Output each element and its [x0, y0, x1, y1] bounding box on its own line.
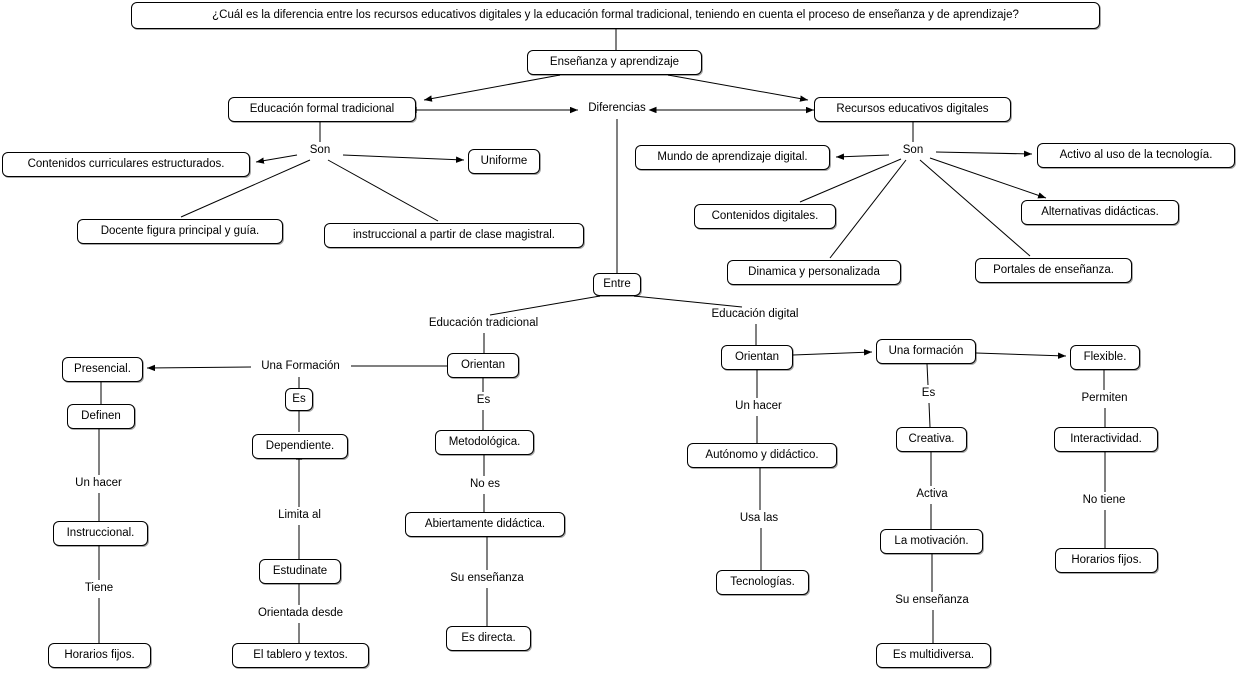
node-text: Interactividad.: [1070, 432, 1142, 445]
concept-node-definen[interactable]: [67, 404, 135, 429]
link-label-activa: [912, 486, 952, 504]
link-label-tiene: [80, 580, 118, 598]
node-text: Un hacer: [75, 477, 122, 490]
node-text: Alternativas didácticas.: [1041, 205, 1159, 218]
concept-node-dinamica[interactable]: [727, 260, 901, 285]
connector: [927, 364, 928, 385]
connector: [830, 160, 906, 258]
node-text: No tiene: [1082, 494, 1126, 507]
node-text: Orientan: [734, 350, 780, 363]
concept-node-entre[interactable]: [593, 273, 641, 296]
concept-node-formal[interactable]: [228, 97, 416, 122]
concept-node-uniforme[interactable]: [468, 149, 540, 174]
connector: [668, 75, 808, 100]
node-text: Su enseñanza: [450, 572, 524, 585]
link-label-un-hacer-der: [730, 398, 787, 416]
node-text: Uniforme: [480, 154, 528, 167]
link-label-no-es: [466, 476, 504, 494]
node-text: El tablero y textos.: [253, 648, 348, 661]
node-text: Presencial.: [74, 362, 131, 375]
connector: [424, 75, 560, 100]
link-label-un-hacer-izq: [70, 475, 127, 493]
node-text: Activo al uso de la tecnología.: [1059, 148, 1213, 161]
link-label-es-metod: [471, 392, 496, 410]
node-text: Permiten: [1081, 392, 1128, 405]
node-text: Es: [292, 392, 306, 405]
node-text: Es: [921, 387, 936, 400]
node-text: Contenidos digitales.: [711, 209, 819, 222]
link-label-edu-digital: [700, 306, 810, 324]
concept-node-tecnologias[interactable]: [716, 570, 809, 595]
link-label-limita-al: [272, 507, 327, 525]
node-text: ¿Cuál es la diferencia entre los recursos educativos digitales y la educación formal tradicional, teniendo en cuenta el proceso de enseñanza y de aprendizaje?: [212, 8, 1019, 21]
node-text: Instruccional.: [66, 526, 135, 539]
node-text: instruccional a partir de clase magistral.: [353, 228, 555, 241]
node-text: Portales de enseñanza.: [993, 263, 1114, 276]
concept-node-pregunta[interactable]: [131, 2, 1100, 29]
node-text: Horarios fijos.: [64, 648, 135, 661]
connector: [147, 367, 251, 368]
concept-node-instruccional[interactable]: [53, 521, 148, 546]
concept-node-abiertamente[interactable]: [405, 512, 565, 537]
link-label-su-ensenanza-izq: [443, 570, 531, 588]
node-text: Orientada desde: [257, 607, 344, 620]
concept-node-horarios-fijos-izq[interactable]: [48, 643, 151, 668]
link-label-usa-las: [735, 510, 783, 528]
connector: [793, 352, 872, 355]
node-text: Horarios fijos.: [1071, 553, 1142, 566]
concept-node-instruccional-clase[interactable]: [324, 223, 584, 248]
concept-node-motivacion[interactable]: [880, 529, 983, 554]
concept-node-estudinate[interactable]: [259, 559, 341, 584]
connector: [343, 155, 464, 160]
node-text: Tiene: [84, 582, 114, 595]
node-text: Flexible.: [1083, 350, 1127, 363]
link-label-no-tiene: [1077, 492, 1131, 510]
node-text: Activa: [916, 488, 948, 501]
node-text: Educación digital: [711, 308, 799, 321]
node-text: Usa las: [739, 512, 779, 525]
node-text: Orientan: [460, 358, 506, 371]
concept-node-contenidos-dig[interactable]: [694, 204, 836, 229]
concept-node-autonomo[interactable]: [687, 443, 837, 468]
concept-node-portales[interactable]: [975, 258, 1132, 283]
link-label-su-ensenanza-der: [888, 592, 976, 610]
concept-node-horarios-fijos-der[interactable]: [1055, 548, 1158, 573]
node-text: Su enseñanza: [895, 594, 969, 607]
concept-node-ensenanza[interactable]: [527, 50, 702, 75]
connector: [929, 403, 930, 427]
link-label-orientada-desde: [250, 605, 351, 623]
node-text: Limita al: [278, 509, 321, 522]
connector: [836, 155, 889, 157]
connector: [256, 155, 297, 162]
node-text: Son: [309, 144, 331, 157]
concept-node-activo[interactable]: [1037, 143, 1235, 168]
connector: [930, 158, 1046, 198]
concept-node-alternativas[interactable]: [1021, 200, 1179, 225]
node-text: Enseñanza y aprendizaje: [549, 55, 680, 68]
concept-node-orientan-izq[interactable]: [447, 353, 519, 378]
node-text: Dinamica y personalizada: [748, 265, 880, 278]
node-text: Creativa.: [908, 432, 955, 445]
concept-node-creativa[interactable]: [896, 427, 967, 452]
node-text: Abiertamente didáctica.: [424, 517, 546, 530]
node-text: Recursos educativos digitales: [836, 102, 989, 115]
concept-node-tablero[interactable]: [232, 643, 369, 668]
concept-node-una-formacion-der[interactable]: [876, 339, 976, 364]
concept-node-metodologica[interactable]: [435, 430, 534, 455]
concept-node-es-directa[interactable]: [446, 626, 531, 651]
concept-node-es-izq[interactable]: [285, 388, 313, 411]
node-text: Son: [902, 144, 924, 157]
concept-node-contenidos-curr[interactable]: [2, 152, 250, 177]
node-text: Tecnologías.: [730, 575, 795, 588]
concept-node-recursos[interactable]: [814, 97, 1011, 122]
node-text: Entre: [603, 277, 631, 290]
concept-node-mundo[interactable]: [635, 145, 830, 170]
connector: [328, 160, 438, 221]
node-text: Es multidiversa.: [892, 648, 975, 661]
concept-node-docente[interactable]: [77, 219, 283, 244]
node-text: Docente figura principal y guía.: [100, 224, 260, 237]
connector: [920, 160, 1030, 256]
node-text: Es directa.: [461, 631, 516, 644]
node-text: La motivación.: [894, 534, 969, 547]
node-text: Dependiente.: [265, 439, 335, 452]
link-label-es-creativa: [916, 385, 941, 403]
link-label-son-der: [892, 142, 934, 160]
concept-node-orientan-der[interactable]: [721, 345, 793, 370]
node-text: Una Formación: [261, 360, 340, 373]
concept-node-presencial[interactable]: [62, 357, 143, 382]
connector: [936, 152, 1032, 154]
concept-node-interactividad[interactable]: [1054, 427, 1158, 452]
link-label-una-formacion-izq: [254, 358, 347, 376]
concept-node-flexible[interactable]: [1070, 345, 1140, 370]
node-text: Definen: [81, 409, 121, 422]
link-label-son-izq: [299, 142, 341, 160]
node-text: Educación tradicional: [428, 317, 539, 330]
concept-node-multidiversa[interactable]: [876, 643, 991, 668]
node-text: Mundo de aprendizaje digital.: [657, 150, 808, 163]
connector: [490, 296, 600, 315]
link-label-permiten: [1076, 390, 1133, 408]
link-label-edu-tradicional: [418, 315, 549, 333]
node-text: Una formación: [888, 344, 964, 357]
node-text: Contenidos curriculares estructurados.: [27, 157, 225, 170]
concept-node-dependiente[interactable]: [252, 434, 348, 459]
connector: [976, 353, 1066, 356]
node-text: Educación formal tradicional: [249, 102, 395, 115]
node-text: Metodológica.: [448, 435, 521, 448]
node-text: Estudinate: [272, 564, 328, 577]
node-text: Un hacer: [735, 400, 782, 413]
node-text: No es: [469, 478, 501, 491]
node-text: Autónomo y didáctico.: [705, 448, 819, 461]
link-label-diferencias: [583, 100, 651, 118]
node-text: Diferencias: [588, 102, 646, 115]
node-text: Es: [476, 394, 491, 407]
